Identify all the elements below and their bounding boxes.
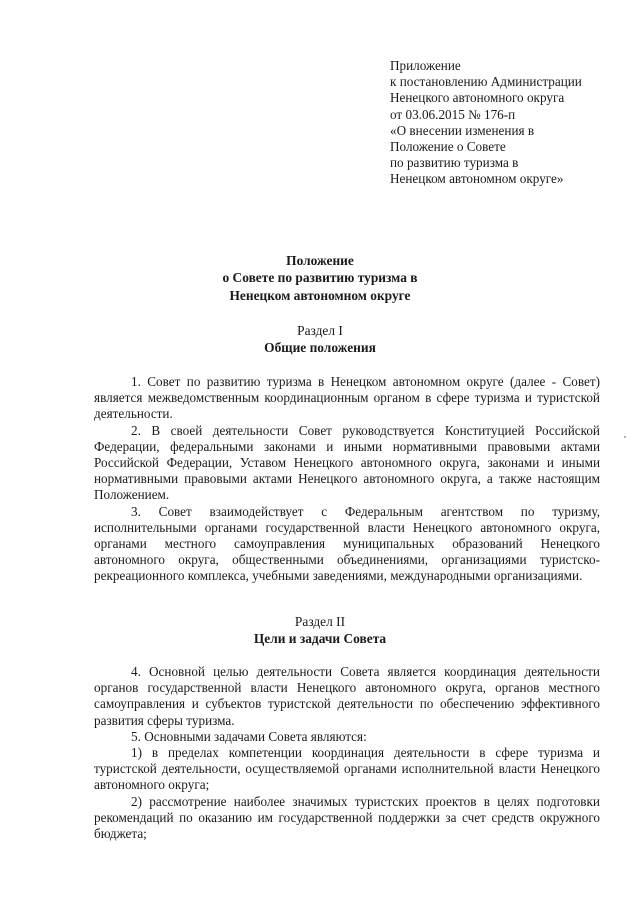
appendix-note <box>390 58 630 188</box>
appendix-line: от 03.06.2015 № 176-п <box>390 106 516 122</box>
paragraph-1: 1. Совет по развитию туризма в Ненецком автономном округе (далее - Совет) является межведомственным координационным органом в сфере туризма и туристской деятельности. <box>94 374 600 422</box>
paragraph-4: 4. Основной целью деятельности Совета является координация деятельности органов государственной власти Ненецкого автономного округа, органов местного самоуправления и субъектов туристской деятельности по обеспечению эффективного развития сферы туризма. <box>94 664 600 728</box>
section-1-heading: Общие положения <box>264 340 376 355</box>
section-2-number: Раздел II <box>294 614 346 629</box>
section-1-body <box>94 374 600 585</box>
document-title <box>0 252 640 304</box>
title-line: Положение <box>286 253 354 268</box>
paragraph-5: 5. Основными задачами Совета являются: <box>131 728 367 744</box>
appendix-line: Ненецкого автономного округа <box>390 90 565 106</box>
paragraph-5-item-1: 1) в пределах компетенции координация деятельности в сфере туризма и туристской деятельности, осуществляемой органами исполнительной власти Ненецкого автономного округа; <box>94 745 600 793</box>
appendix-line: «О внесении изменения в <box>390 122 535 138</box>
scan-speck <box>624 436 626 438</box>
appendix-line: Ненецком автономном округе» <box>390 171 564 187</box>
paragraph-3: 3. Совет взаимодействует с Федеральным агентством по туризму, исполнительными органами государственной власти Ненецкого автономного округа, органами местного самоуправления муниципальных образований Ненецкого автономного округа, общественными объединениями, организациями туристско-рекреационного комплекса, учебными заведениями, международными организациями. <box>94 503 600 584</box>
paragraph-5-item-2: 2) рассмотрение наиболее значимых туристских проектов в целях подготовки рекомендаций по оказанию им государственной поддержки за счет средств окружного бюджета; <box>94 793 600 842</box>
appendix-line: к постановлению Администрации <box>390 74 582 90</box>
paragraph-2: 2. В своей деятельности Совет руководствуется Конституцией Российской Федерации, федеральными законами и иными нормативными правовыми актами Российской Федерации, Уставом Ненецкого автономного округа, законами и иными нормативными правовыми актами Ненецкого автономного округа, а также настоящим Положением. <box>94 422 600 503</box>
appendix-line: Положение о Совете <box>390 139 506 155</box>
section-2-body <box>94 664 600 842</box>
title-line: Ненецком автономном округе <box>229 287 411 303</box>
title-line: о Совете по развитию туризма в <box>222 270 418 286</box>
section-2-heading: Цели и задачи Совета <box>253 631 387 646</box>
appendix-line: по развитию туризма в <box>390 155 519 171</box>
appendix-line: Приложение <box>390 58 461 73</box>
section-1-number: Раздел I <box>297 323 343 338</box>
